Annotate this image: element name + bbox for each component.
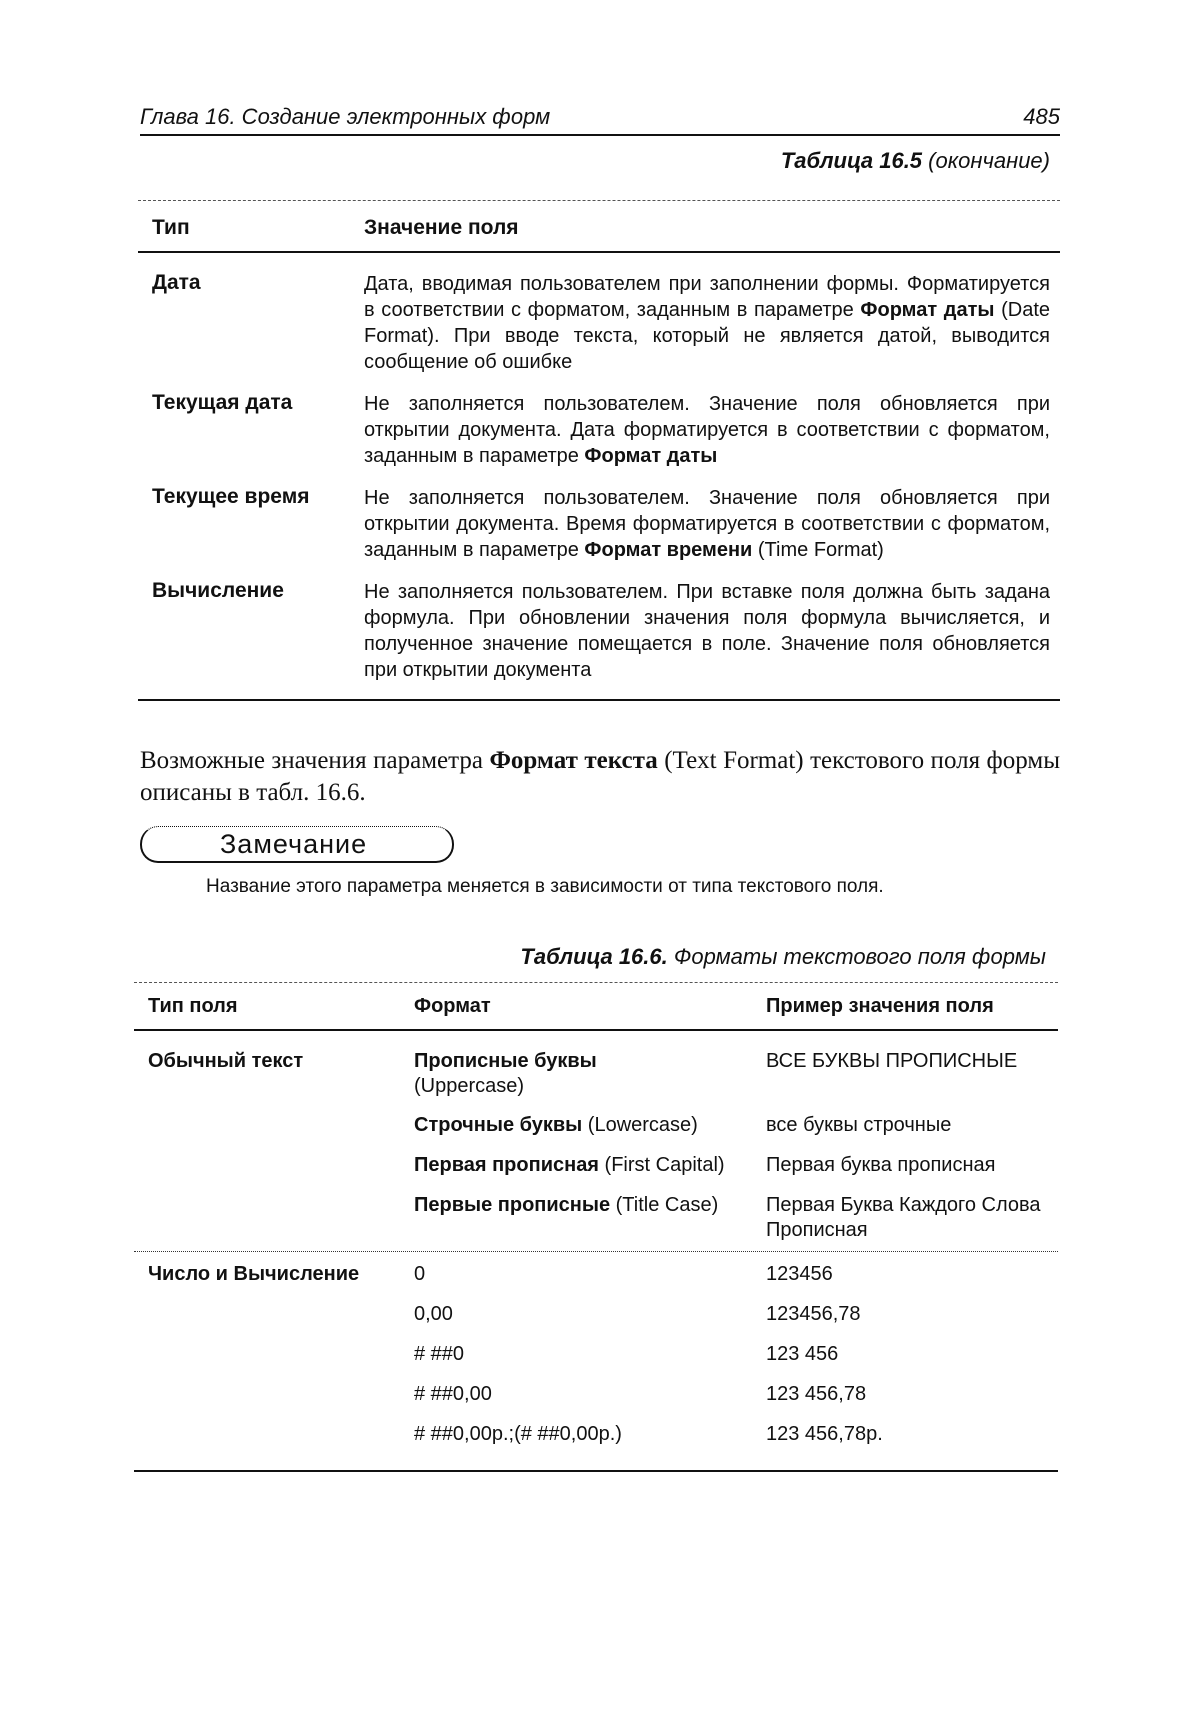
row-format: # ##0,00р.;(# ##0,00р.) [414, 1423, 622, 1445]
format-bold: Первые прописные [414, 1194, 611, 1216]
table-row [134, 1336, 1058, 1376]
row-example: 123456 [766, 1263, 833, 1285]
note-heading-box [140, 826, 458, 864]
format-bold: Строчные буквы [414, 1114, 583, 1136]
running-header [140, 98, 1060, 136]
row-type: Вычисление [152, 579, 284, 602]
table-row [138, 271, 1060, 375]
note-label: Замечание [220, 829, 368, 859]
table-row [138, 485, 1060, 563]
desc-text: Дата, вводимая пользователем при заполнении формы. Форматируется в соответствии с форматом, заданным в параметре [364, 273, 1050, 321]
desc-text: Не заполняется пользователем. Значение поля обновляется при открытии документа. Время форматируется в соответствии с форматом, заданным в параметре [364, 487, 1050, 561]
table-row [138, 391, 1060, 469]
paragraph-text: Возможные значения параметра [140, 747, 490, 774]
row-description [364, 391, 1050, 469]
column-header-type: Тип поля [148, 995, 238, 1017]
table-row [138, 579, 1060, 683]
table-row [134, 1376, 1058, 1416]
row-description [364, 579, 1050, 683]
table-16-5 [138, 200, 1060, 701]
desc-bold: Формат даты [860, 299, 995, 321]
row-example: 123 456,78р. [766, 1423, 883, 1445]
desc-text: Не заполняется пользователем. Значение поля обновляется при открытии документа. Дата форматируется в соответствии с форматом, заданным в параметре [364, 393, 1050, 467]
row-example: 123456,78 [766, 1303, 861, 1325]
table-row [134, 1416, 1058, 1456]
caption-suffix: (окончание) [928, 148, 1050, 173]
format-bold: Первая прописная [414, 1154, 599, 1176]
table-row [134, 1107, 1058, 1147]
format-rest: (Uppercase) [414, 1075, 525, 1097]
table-bottom-rule [134, 1470, 1058, 1472]
paragraph-bold-term: Формат текста [489, 747, 658, 774]
column-header-type: Тип [152, 216, 190, 239]
row-example: Первая буква прописная [766, 1154, 996, 1176]
row-type: Текущее время [152, 485, 310, 508]
table-row [134, 1147, 1058, 1187]
table-row [134, 1296, 1058, 1336]
paragraph-text-end: (Text Format) текстового поля формы описаны в табл. 16.6. [140, 747, 1060, 806]
note-text: Название этого параметра меняется в зависимости от типа текстового поля. [206, 876, 884, 897]
row-example: 123 456,78 [766, 1383, 867, 1405]
row-format [414, 1153, 744, 1178]
row-description [364, 271, 1050, 375]
caption-suffix: Форматы текстового поля формы [667, 944, 1046, 969]
table-16-6-caption [470, 944, 1046, 970]
caption-number: Таблица 16.6. [520, 944, 668, 969]
row-format [414, 1193, 744, 1218]
page-number: 485 [1023, 104, 1060, 129]
table-16-5-caption [640, 148, 1050, 174]
row-example: 123 456 [766, 1343, 839, 1365]
desc-text: Не заполняется пользователем. При вставке поля должна быть задана формула. При обновлении значения поля формула вычисляется, и полученное значение помещается в поле. Значение поля обновляется при открытии документа [364, 581, 1050, 681]
column-header-example: Пример значения поля [766, 995, 994, 1017]
row-example: ВСЕ БУКВЫ ПРОПИСНЫЕ [766, 1050, 1018, 1072]
row-example: все буквы строчные [766, 1114, 952, 1136]
row-format: 0,00 [414, 1303, 453, 1325]
row-type: Текущая дата [152, 391, 293, 414]
row-format: 0 [414, 1263, 426, 1285]
column-header-value: Значение поля [364, 216, 519, 239]
format-rest: (Title Case) [610, 1194, 719, 1216]
body-paragraph [140, 745, 1060, 809]
chapter-title: Глава 16. Создание электронных форм [140, 104, 551, 129]
table-row [134, 1043, 1058, 1107]
row-format [414, 1049, 744, 1099]
table-header-row [138, 201, 1060, 253]
table-row [134, 1187, 1058, 1251]
table-bottom-rule [138, 699, 1060, 701]
format-rest: (First Capital) [598, 1154, 725, 1176]
column-header-format: Формат [414, 995, 491, 1017]
format-bold: Прописные буквы [414, 1050, 597, 1072]
desc-bold: Формат даты [584, 445, 718, 467]
row-type: Дата [152, 271, 201, 294]
desc-text-end: (Date Format). При вводе текста, который не является датой, выводится сообщение об ошибке [364, 299, 1050, 373]
row-format [414, 1113, 744, 1138]
row-format: # ##0,00 [414, 1383, 492, 1405]
format-rest: (Lowercase) [582, 1114, 698, 1136]
table-row [134, 1256, 1058, 1296]
row-format: # ##0 [414, 1343, 465, 1365]
desc-bold: Формат времени [584, 539, 753, 561]
table-16-6 [134, 982, 1058, 1472]
row-type: Число и Вычисление [148, 1263, 360, 1285]
row-type: Обычный текст [148, 1050, 304, 1072]
row-description [364, 485, 1050, 563]
caption-number: Таблица 16.5 [780, 148, 923, 173]
row-example: Первая Буква Каждого Слова Прописная [766, 1194, 1041, 1241]
desc-text-end: (Time Format) [752, 539, 884, 561]
group-separator [134, 1251, 1058, 1252]
table-header-row [134, 983, 1058, 1031]
